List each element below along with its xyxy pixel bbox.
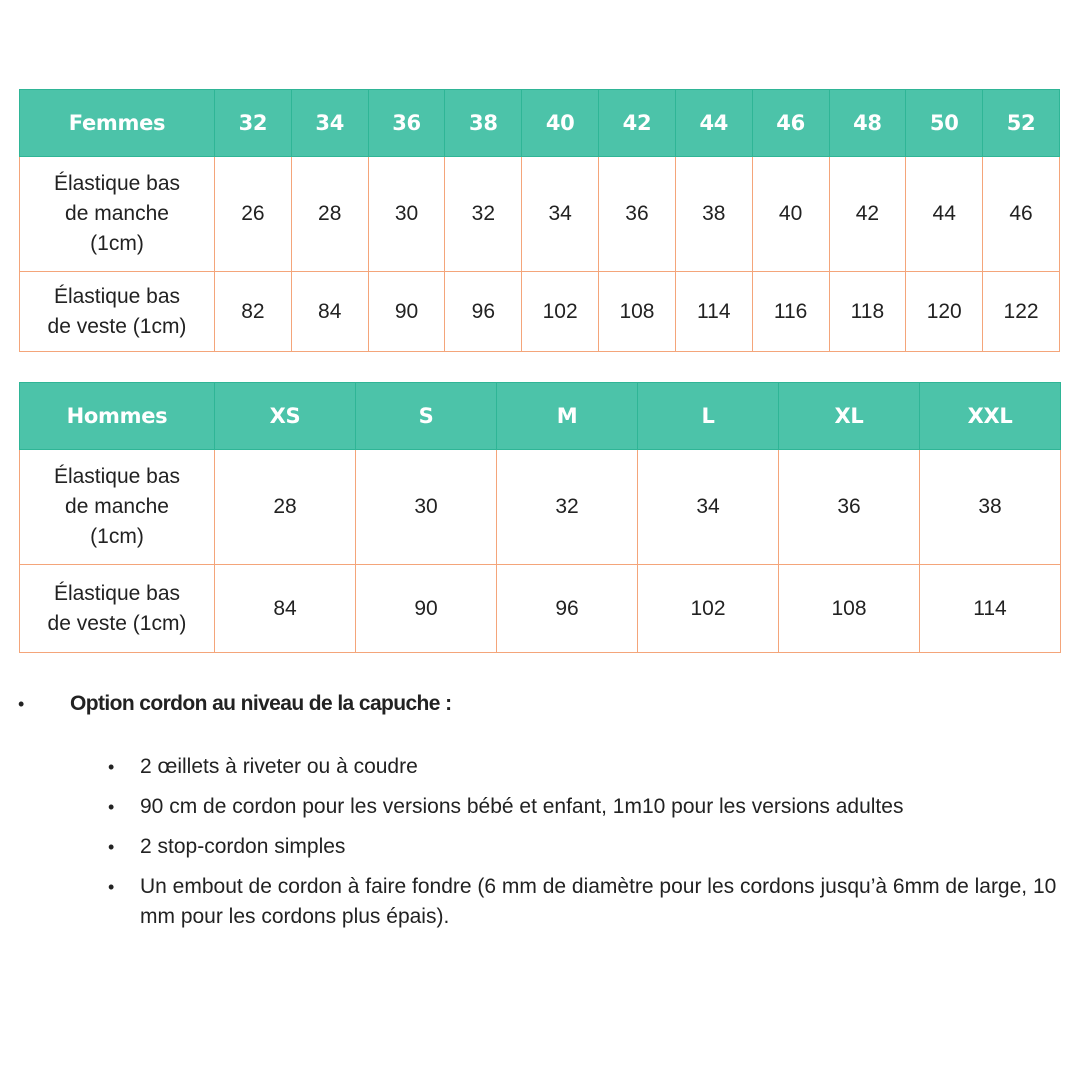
table-cell: 90 bbox=[368, 272, 445, 352]
row-label bbox=[20, 272, 215, 352]
row-label-line: (1cm) bbox=[90, 525, 144, 548]
list-item bbox=[0, 752, 1080, 782]
option-list bbox=[0, 752, 1080, 942]
list-item bbox=[0, 832, 1080, 862]
table-cell: 38 bbox=[920, 450, 1061, 565]
table-cell: 96 bbox=[497, 565, 638, 653]
size-header: S bbox=[356, 383, 497, 450]
women-size-table bbox=[19, 89, 1060, 352]
table-cell: 28 bbox=[291, 157, 368, 272]
row-label-line: de veste (1cm) bbox=[47, 314, 187, 338]
option-title: Option cordon au niveau de la capuche : bbox=[70, 692, 452, 715]
size-header: 34 bbox=[291, 90, 368, 157]
size-header: XL bbox=[779, 383, 920, 450]
bullet-icon: • bbox=[108, 837, 115, 857]
table-cell: 30 bbox=[368, 157, 445, 272]
table-cell: 102 bbox=[522, 272, 599, 352]
table-cell: 114 bbox=[675, 272, 752, 352]
table-cell: 42 bbox=[829, 157, 906, 272]
row-label-line: de manche bbox=[65, 202, 169, 225]
list-item-text: 2 stop-cordon simples bbox=[140, 835, 346, 858]
table-cell: 36 bbox=[599, 157, 676, 272]
table-cell: 96 bbox=[445, 272, 522, 352]
bullet-icon: • bbox=[108, 877, 115, 897]
list-item bbox=[0, 792, 1080, 822]
table-row bbox=[20, 272, 1060, 352]
size-header: XXL bbox=[920, 383, 1061, 450]
table-cell: 46 bbox=[983, 157, 1060, 272]
row-label bbox=[20, 565, 215, 653]
size-header: 48 bbox=[829, 90, 906, 157]
women-header-label: Femmes bbox=[20, 90, 215, 157]
size-header: 40 bbox=[522, 90, 599, 157]
table-row bbox=[20, 565, 1061, 653]
table-cell: 38 bbox=[675, 157, 752, 272]
table-cell: 102 bbox=[638, 565, 779, 653]
table-cell: 34 bbox=[638, 450, 779, 565]
size-header: 38 bbox=[445, 90, 522, 157]
list-item-text: 2 œillets à riveter ou à coudre bbox=[140, 755, 418, 778]
table-cell: 40 bbox=[752, 157, 829, 272]
table-cell: 32 bbox=[445, 157, 522, 272]
table-cell: 36 bbox=[779, 450, 920, 565]
row-label-line: de veste (1cm) bbox=[47, 611, 187, 635]
table-cell: 120 bbox=[906, 272, 983, 352]
women-header-row bbox=[20, 90, 1060, 157]
table-row bbox=[20, 157, 1060, 272]
bullet-icon: • bbox=[108, 757, 115, 777]
size-header: 46 bbox=[752, 90, 829, 157]
row-label-line: Élastique bas bbox=[53, 172, 181, 195]
row-label-line: de manche bbox=[65, 495, 169, 518]
size-header: 42 bbox=[599, 90, 676, 157]
list-item-text: 90 cm de cordon pour les versions bébé et enfant, 1m10 pour les versions adultes bbox=[140, 795, 904, 818]
size-header: L bbox=[638, 383, 779, 450]
table-cell: 28 bbox=[215, 450, 356, 565]
men-header-row bbox=[20, 383, 1061, 450]
row-label-line: Élastique bas bbox=[53, 284, 181, 308]
bullet-icon: • bbox=[108, 797, 115, 817]
table-cell: 30 bbox=[356, 450, 497, 565]
men-size-table bbox=[19, 382, 1061, 653]
table-cell: 44 bbox=[906, 157, 983, 272]
table-cell: 26 bbox=[215, 157, 292, 272]
size-header: 36 bbox=[368, 90, 445, 157]
list-item-text: Un embout de cordon à faire fondre (6 mm de diamètre pour les cordons jusqu’à 6mm de large, 10 mm pour les cordons plus épais). bbox=[140, 875, 1057, 928]
table-cell: 114 bbox=[920, 565, 1061, 653]
table-cell: 32 bbox=[497, 450, 638, 565]
table-cell: 34 bbox=[522, 157, 599, 272]
bullet-icon: • bbox=[18, 694, 25, 714]
table-cell: 122 bbox=[983, 272, 1060, 352]
men-header-label: Hommes bbox=[20, 383, 215, 450]
size-header: XS bbox=[215, 383, 356, 450]
row-label bbox=[20, 450, 215, 565]
table-cell: 82 bbox=[215, 272, 292, 352]
size-header: 44 bbox=[675, 90, 752, 157]
row-label bbox=[20, 157, 215, 272]
table-cell: 108 bbox=[599, 272, 676, 352]
table-cell: 84 bbox=[291, 272, 368, 352]
list-item bbox=[0, 872, 1080, 932]
table-cell: 108 bbox=[779, 565, 920, 653]
row-label-line: (1cm) bbox=[90, 232, 144, 255]
row-label-line: Élastique bas bbox=[53, 581, 181, 605]
size-header: M bbox=[497, 383, 638, 450]
size-header: 50 bbox=[906, 90, 983, 157]
size-header: 52 bbox=[983, 90, 1060, 157]
table-cell: 116 bbox=[752, 272, 829, 352]
table-cell: 118 bbox=[829, 272, 906, 352]
table-cell: 90 bbox=[356, 565, 497, 653]
row-label-line: Élastique bas bbox=[53, 465, 181, 488]
size-header: 32 bbox=[215, 90, 292, 157]
table-cell: 84 bbox=[215, 565, 356, 653]
table-row bbox=[20, 450, 1061, 565]
